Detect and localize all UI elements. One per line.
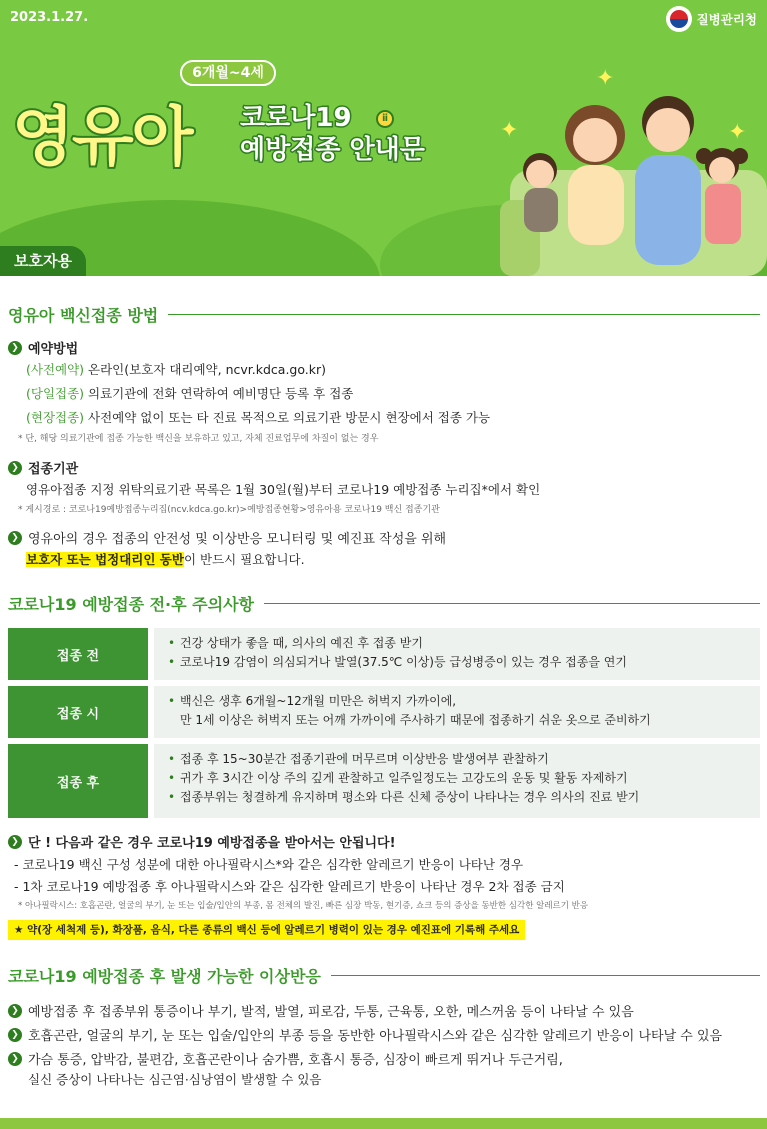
row-body <box>154 686 760 738</box>
reservation-text: 사전예약 없이 또는 타 진료 목적으로 의료기관 방문시 현장에서 접종 가능 <box>84 410 491 425</box>
chevron-right-icon: ❯ <box>8 461 22 475</box>
heading-text: 단 ! 다음과 같은 경우 코로나19 예방접종을 받아서는 안됩니다! <box>28 836 396 851</box>
row-header: 접종 후 <box>8 744 148 818</box>
warning-item: - 1차 코로나19 예방접종 후 아나필락시스와 같은 심각한 알레르기 반응이 나타난 경우 2차 접종 금지 <box>14 879 565 894</box>
reservation-line <box>26 384 353 402</box>
section-title-method <box>8 303 760 326</box>
companion-text-1: 영유아의 경우 접종의 안전성 및 이상반응 모니터링 및 예진표 작성을 위해 <box>28 532 447 547</box>
reservation-note: * 단, 해당 의료기관에 접종 가능한 백신을 보유하고 있고, 자체 진료업무에 차질이 없는 경우 <box>18 434 379 444</box>
heading-text: 접종기관 <box>28 462 79 477</box>
allergy-notice: ★ 약(장 세척제 등), 화장품, 음식, 다른 종류의 백신 등에 알레르기 병력이 있는 경우 예진표에 기록해 주세요 <box>8 920 525 940</box>
chevron-right-icon: ❯ <box>8 341 22 355</box>
guardian-tab: 보호자용 <box>0 246 86 276</box>
table-row <box>8 686 760 738</box>
divider <box>168 314 760 315</box>
anaphylaxis-note: * 아나필락시스: 호흡곤란, 얼굴의 부기, 눈 또는 입술/입안의 부종, 몸 전체의 발진, 빠른 심장 박동, 현기증, 쇼크 등의 증상을 동반한 심각한 알레르기 반응 <box>18 901 589 911</box>
table-row <box>8 744 760 818</box>
row-header: 접종 전 <box>8 628 148 680</box>
issue-date: 2023.1.27. <box>10 10 89 25</box>
page-title: 영유아 <box>12 101 192 175</box>
divider <box>264 603 760 604</box>
companion-text-2: 이 반드시 필요합니다. <box>183 552 305 567</box>
section-title-text: 코로나19 예방접종 후 발생 가능한 이상반응 <box>8 967 321 986</box>
reservation-text: 의료기관에 전화 연락하여 예비명단 등록 후 접종 <box>84 386 354 401</box>
companion-highlight: 보호자 또는 법정대리인 동반 <box>26 552 184 567</box>
taegeuk-icon <box>666 6 692 32</box>
list-item: • 백신은 생후 6개월~12개월 미만은 허벅지 가까이에, <box>168 692 746 711</box>
reservation-label: (사전예약) <box>26 362 85 377</box>
reservation-line <box>26 408 490 426</box>
section-title-precautions <box>8 592 760 615</box>
warning-item: - 코로나19 백신 구성 성분에 대한 아나필락시스*와 같은 심각한 알레르기 반응이 나타난 경우 <box>14 857 524 872</box>
sparkle-icon: ✦ <box>596 66 615 91</box>
section-title-reactions <box>8 964 760 987</box>
footer-bar <box>0 1118 767 1129</box>
reaction-text: 가슴 통증, 압박감, 불편감, 호흡곤란이나 숨가쁨, 호흡시 통증, 심장이 빠르게 뛰거나 두근거림, <box>28 1053 563 1068</box>
chevron-right-icon: ❯ <box>8 1028 22 1042</box>
reservation-label: (당일접종) <box>26 386 85 401</box>
header-banner <box>0 0 767 276</box>
page-subtitle <box>240 102 425 166</box>
family-illustration <box>500 60 767 276</box>
pill-icon: ⅱ <box>376 110 394 128</box>
reaction-text: 예방접종 후 접종부위 통증이나 부기, 발적, 발열, 피로감, 두통, 근육통, 오한, 메스꺼움 등이 나타날 수 있음 <box>28 1005 634 1020</box>
warning-heading <box>8 832 396 851</box>
subtitle-line-1: 코로나19 <box>240 103 352 133</box>
divider <box>331 975 760 976</box>
chevron-right-icon: ❯ <box>8 1052 22 1066</box>
section-title-text: 영유아 백신접종 방법 <box>8 306 159 325</box>
institution-text: 영유아접종 지정 위탁의료기관 목록은 1월 30일(월)부터 코로나19 예방접종 누리집*에서 확인 <box>26 482 541 497</box>
row-body <box>154 744 760 818</box>
section-title-text: 코로나19 예방접종 전·후 주의사항 <box>8 595 254 614</box>
chevron-right-icon: ❯ <box>8 835 22 849</box>
reservation-line <box>26 360 326 378</box>
heading-text: 예약방법 <box>28 342 79 357</box>
subtitle-line-2: 예방접종 안내문 <box>240 135 425 165</box>
row-body <box>154 628 760 680</box>
row-header: 접종 시 <box>8 686 148 738</box>
agency-logo <box>666 6 757 32</box>
chevron-right-icon: ❯ <box>8 531 22 545</box>
list-item: • 접종 후 15~30분간 접종기관에 머무르며 이상반응 발생여부 관찰하기 <box>168 750 746 769</box>
reaction-text-continued: 실신 증상이 나타나는 심근염·심낭염이 발생할 수 있음 <box>28 1072 322 1087</box>
chevron-right-icon: ❯ <box>8 1004 22 1018</box>
age-range-badge: 6개월~4세 <box>180 60 276 86</box>
sparkle-icon: ✦ <box>728 120 747 145</box>
reaction-text: 호흡곤란, 얼굴의 부기, 눈 또는 입술/입안의 부종 등을 동반한 아나필락시스와 같은 심각한 알레르기 반응이 나타날 수 있음 <box>28 1029 723 1044</box>
institution-note: * 게시경로 : 코로나19예방접종누리집(ncv.kdca.go.kr)>예방접종현황>영유아용 코로나19 백신 접종기관 <box>18 505 440 515</box>
sparkle-icon: ✦ <box>500 118 519 143</box>
table-row <box>8 628 760 680</box>
agency-name: 질병관리청 <box>696 12 757 27</box>
companion-line-2 <box>26 550 305 568</box>
reservation-text: 온라인(보호자 대리예약, ncvr.kdca.go.kr) <box>84 362 327 377</box>
reaction-item <box>8 1001 634 1020</box>
list-item: 만 1세 이상은 허벅지 또는 어깨 가까이에 주사하기 때문에 접종하기 쉬운 옷으로 준비하기 <box>180 713 651 727</box>
companion-notice <box>8 528 446 547</box>
institution-heading <box>8 458 78 477</box>
reservation-heading <box>8 338 78 357</box>
list-item: • 코로나19 감염이 의심되거나 발열(37.5℃ 이상)등 급성병증이 있는 경우 접종을 연기 <box>168 653 746 672</box>
list-item: • 건강 상태가 좋을 때, 의사의 예진 후 접종 받기 <box>168 634 746 653</box>
reservation-label: (현장접종) <box>26 410 85 425</box>
reaction-item <box>8 1025 722 1044</box>
reaction-item <box>8 1049 563 1068</box>
list-item: • 귀가 후 3시간 이상 주의 깊게 관찰하고 일주일정도는 고강도의 운동 및 활동 자제하기 <box>168 769 746 788</box>
list-item: • 접종부위는 청결하게 유지하며 평소와 다른 신체 증상이 나타나는 경우 의사의 진료 받기 <box>168 788 746 807</box>
